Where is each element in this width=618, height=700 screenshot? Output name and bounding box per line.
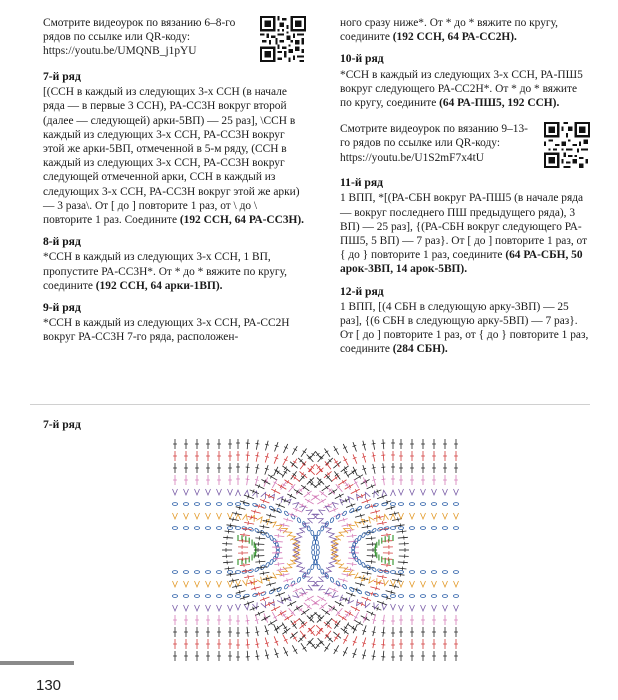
- row-12-text: 1 ВПП, [(4 СБН в следующую арку-3ВП) — 25 раз], {(6 СБН в следующую арку-5ВП) — 7 раз}. От [ до ] повторите 1 раз, от { до } повторите 1 раз, соедините (284 СБН).: [340, 300, 589, 356]
- row-10-text: *ССН в каждый из следующих 3-х ССН, РА-ПШ5 вокруг следующего РА-СС2Н*. От * до * вяжите по кругу, соедините (64 РА-ПШ5, 192 ССН).: [340, 68, 583, 110]
- row-9-continuation: ного сразу ниже*. От * до * вяжите по кругу, соедините (192 ССН, 64 РА-СС2Н).: [340, 17, 558, 44]
- qr-code-left-icon[interactable]: [260, 16, 306, 62]
- row-10-title: 10-й ряд: [340, 52, 384, 66]
- crochet-diagram: [38, 430, 593, 670]
- row-8-text: *ССН в каждый из следующих 3-х ССН, 1 ВП, пропустите РА-СС3Н*. От * до * вяжите по кругу, соедините (192 ССН, 64 арки-1ВП).: [43, 251, 287, 292]
- row-9-title: 9-й ряд: [43, 301, 81, 315]
- row-7: [43, 70, 306, 227]
- video-intro-left: [43, 16, 306, 62]
- row-8: [43, 235, 306, 293]
- section-divider: [30, 404, 590, 405]
- row-11-text: 1 ВПП, *[(РА-СБН вокруг РА-ПШ5 (в начале ряда — вокруг последнего ПШ предыдущего ряда), 3 ВП) — 25 раз], {(РА-СБН вокруг следующего РА-ПШ5, 5 ВП) — 7 раз}. От [ до ] повторите 1 раз, от { до } повторите 1 раз, соедините (64 РА-СБН, 50 арок-3ВП, 14 арок-5ВП).: [340, 192, 588, 276]
- row-7-title: 7-й ряд: [43, 70, 81, 83]
- video-link-right[interactable]: https://youtu.be/U1S2mF7x4tU: [340, 151, 484, 164]
- row-11: [340, 176, 590, 276]
- row-7-text: [(ССН в каждый из следующих 3-х ССН (в начале ряда — в первые 3 ССН), РА-СС3Н вокруг второй (далее — следующей) арки-5ВП) — 25 раз], \ССН в каждый из следующих 3-х ССН, РА-СС3Н вокруг этой же арки-5ВП, отмеченной в 5-м ряду, (ССН в каждый из следующих 3-х ССН, РА-СС3Н вокруг следующей отмеченной арки, ССН в каждый из следующих 3-х ССН, РА-СС3Н вокруг этой же арки) — 3 раза\. От [ до ] повторите 1 раз, от \ до \ повторите 1 раз. Соедините (192 ССН, 64 РА-СС3Н).: [43, 86, 305, 227]
- row-12: [340, 285, 590, 357]
- video-intro-right: [340, 122, 590, 168]
- row-9: [43, 301, 306, 345]
- video-intro-right-text: [340, 122, 532, 165]
- diagram-left-half: [172, 439, 409, 661]
- video-link-left[interactable]: https://youtu.be/UMQNB_j1pYU: [43, 45, 197, 58]
- row-8-title: 8-й ряд: [43, 235, 81, 249]
- right-column: [340, 16, 590, 357]
- row-10: [340, 52, 590, 110]
- row-11-title: 11-й ряд: [340, 176, 383, 190]
- row-9-text: *ССН в каждый из следующих 3-х ССН, РА-СС2Н вокруг РА-СС3Н 7-го ряда, расположен-: [43, 317, 290, 344]
- video-intro-left-text: [43, 16, 253, 59]
- crochet-diagram-svg: [38, 430, 593, 670]
- diagram-right-half: [222, 439, 459, 661]
- page-number: 130: [36, 677, 62, 694]
- figure-title: 7-й ряд: [43, 418, 81, 431]
- video-intro-right-caption: Смотрите видеоурок по вязанию 9–13-го рядов по ссылке или QR-коду:: [340, 123, 528, 150]
- row-12-title: 12-й ряд: [340, 284, 384, 298]
- left-column: [43, 16, 306, 345]
- video-intro-left-caption: Смотрите видеоурок по вязанию 6–8-го рядов по ссылке или QR-коду:: [43, 17, 236, 44]
- page-bar: [0, 661, 74, 665]
- qr-code-right-icon[interactable]: [544, 122, 590, 168]
